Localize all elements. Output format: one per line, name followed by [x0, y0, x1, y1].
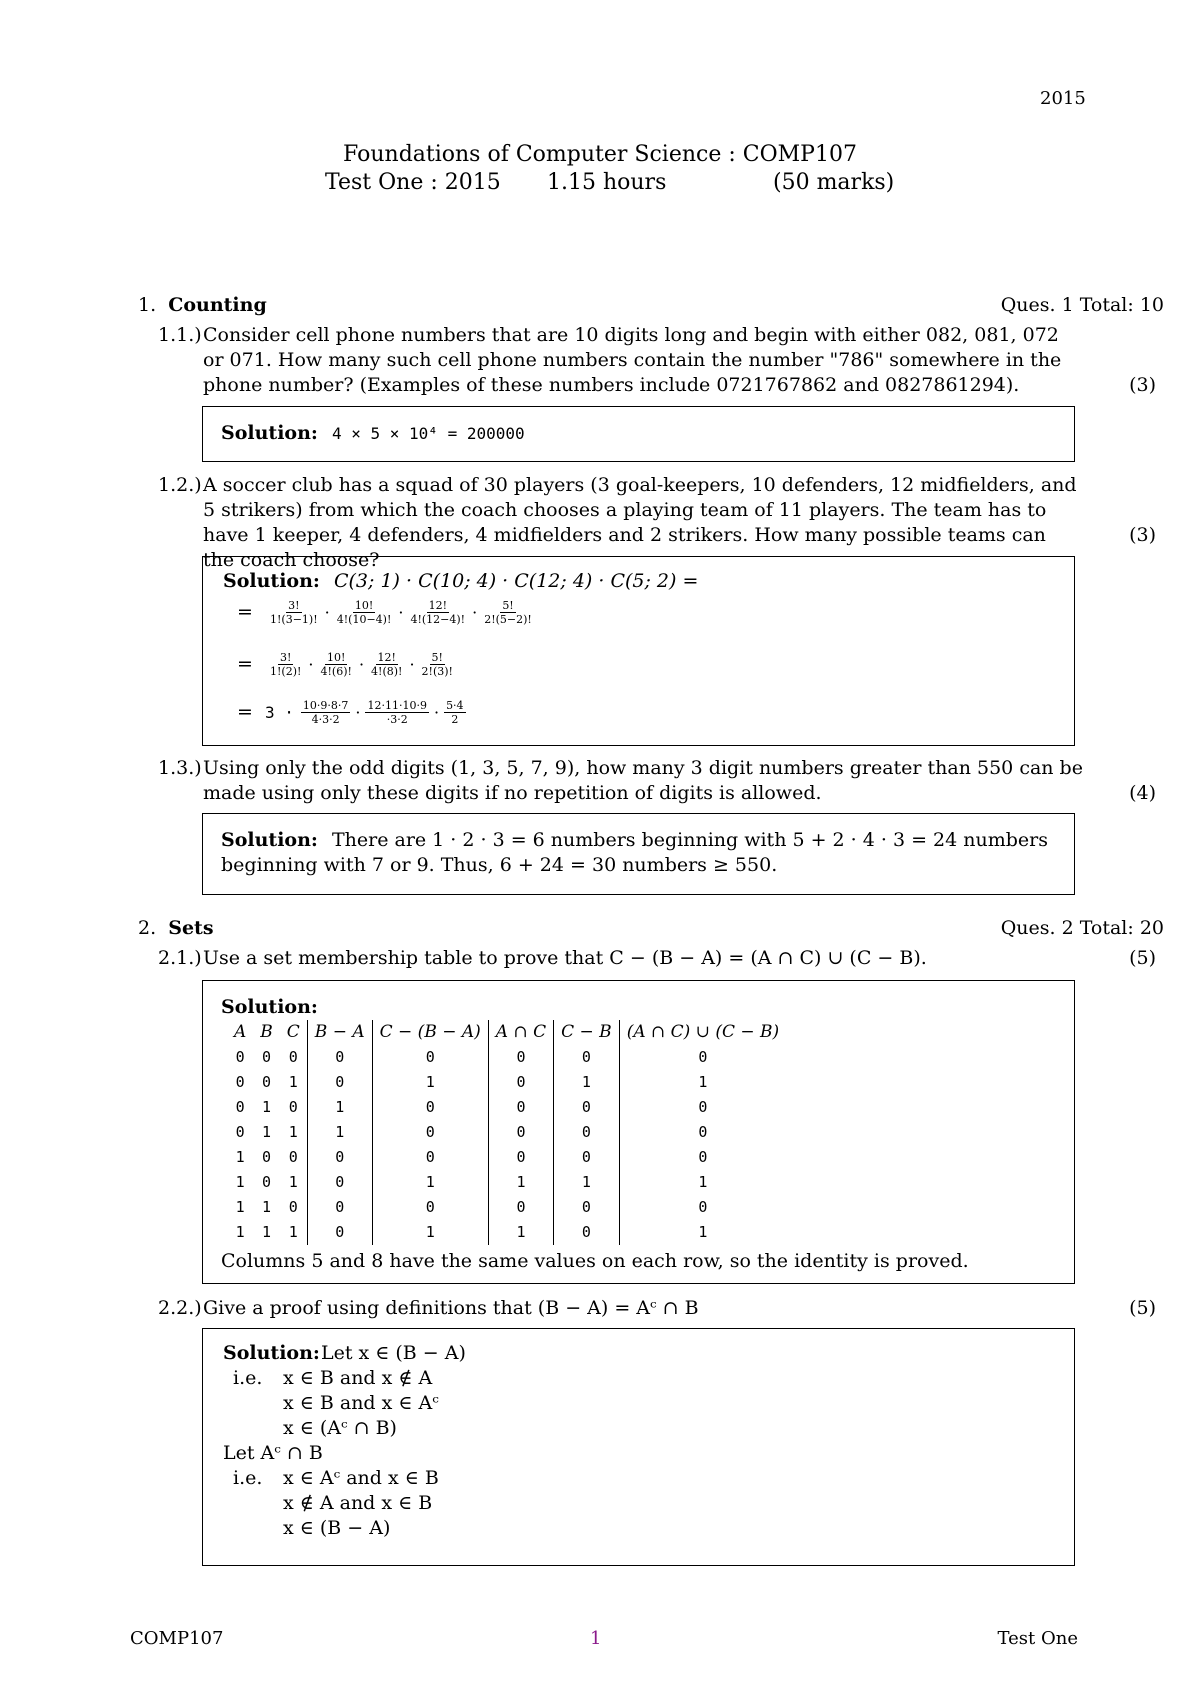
- table-cell: 1: [288, 1173, 298, 1191]
- page-subtitle: [325, 170, 895, 200]
- table-cell: 1: [554, 1170, 620, 1195]
- table-cell: 0: [307, 1195, 372, 1220]
- table-row: [227, 1120, 786, 1145]
- section-heading-sets: 2. Sets: [138, 917, 214, 939]
- question-text: Consider cell phone numbers that are 10 digits long and begin with either 082, 081, 072 or 071. How many such cell phone numbers contain the number "786" somewhere in the phone number? (Examples of these numbers include 0721767862 and 0827861294).: [203, 324, 1062, 396]
- section-heading-counting: 1. Counting: [138, 294, 267, 316]
- solution-box-1-1: Solution: 4 × 5 × 10⁴ = 200000: [202, 406, 1075, 462]
- table-cell: 1: [235, 1173, 245, 1191]
- table-cell: 0: [288, 1198, 298, 1216]
- table-cell: 0: [372, 1120, 488, 1145]
- table-row: [227, 1220, 786, 1245]
- table-cell: 1: [372, 1220, 488, 1245]
- table-cell: 0: [288, 1048, 298, 1066]
- footer-title: Test One: [997, 1628, 1078, 1649]
- table-cell: 1: [488, 1170, 553, 1195]
- table-row: [227, 1045, 786, 1070]
- total-marks-label: (50 marks): [773, 170, 895, 195]
- table-cell: 1: [262, 1098, 272, 1116]
- table-cell: 0: [619, 1120, 786, 1145]
- table-cell: 0: [619, 1145, 786, 1170]
- section-title: Sets: [168, 917, 214, 939]
- table-header-row: A B C B − A C − (B − A) A ∩ C C − B (A ∩ C) ∪ (C − B): [227, 1020, 786, 1045]
- question-2-2: 2.2.) Give a proof using definitions that (B − A) = Aᶜ ∩ B (5): [158, 1297, 1156, 1319]
- table-cell: 0: [554, 1095, 620, 1120]
- table-cell: 1: [307, 1120, 372, 1145]
- proof-line: x ∉ A and x ∈ B: [283, 1492, 433, 1514]
- table-cell: 0: [235, 1048, 245, 1066]
- table-cell: 1: [372, 1170, 488, 1195]
- math-row-3: = 3 · $\frac{10\cdot 9\cdot 8\cdot 7}{4\cdot 3\cdot 2}$ · $\frac{12\cdot 11\cdot 10\cdot 9}{\cdot 3\cdot 2}$ · $\frac{5\cdot 4}{2}$: [237, 699, 464, 726]
- table-cell: 0: [235, 1098, 245, 1116]
- table-cell: 0: [288, 1148, 298, 1166]
- section-title: Counting: [168, 294, 267, 316]
- question-1-3: 1.3.) Using only the odd digits (1, 3, 5, 7, 9), how many 3 digit numbers greater than 550 can be made using only these digits if no repetition of digits is allowed. (4): [158, 757, 1156, 804]
- table-cell: 1: [554, 1070, 620, 1095]
- table-cell: 0: [262, 1048, 272, 1066]
- table-cell: 1: [235, 1223, 245, 1241]
- question-marks: (3): [1129, 524, 1156, 546]
- question-marks: (4): [1129, 782, 1156, 804]
- proof-line: x ∈ B and x ∉ A: [283, 1367, 433, 1389]
- table-row: [227, 1195, 786, 1220]
- table-row: [227, 1145, 786, 1170]
- solution-box-2-2: Solution: Let x ∈ (B − A) i.e. x ∈ B and x ∉ A x ∈ B and x ∈ Aᶜ x ∈ (Aᶜ ∩ B) Let Aᶜ ∩ B i.e. x ∈ Aᶜ and x ∈ B x ∉ A and x ∈ B x ∈ (B − A): [202, 1328, 1075, 1566]
- table-cell: 1: [488, 1220, 553, 1245]
- membership-table: [227, 1020, 786, 1245]
- solution-head: C(3; 1) · C(10; 4) · C(12; 4) · C(5; 2) =: [333, 570, 699, 592]
- table-cell: 0: [488, 1145, 553, 1170]
- question-1-2: 1.2.) A soccer club has a squad of 30 players (3 goal-keepers, 10 defenders, 12 midfielders, and 5 strikers) from which the coach chooses a playing team of 11 players. The team has to have 1 keeper, 4 defenders, 4 midfielders and 2 strikers. How many possible teams can the coach choose? (3): [158, 474, 1156, 571]
- table-cell: 0: [262, 1173, 272, 1191]
- table-row: [227, 1095, 786, 1120]
- table-cell: 0: [372, 1045, 488, 1070]
- table-cell: 0: [488, 1045, 553, 1070]
- table-cell: 0: [372, 1145, 488, 1170]
- table-cell: 0: [554, 1120, 620, 1145]
- question-text: A soccer club has a squad of 30 players (3 goal-keepers, 10 defenders, 12 midfielders, and 5 strikers) from which the coach chooses a playing team of 11 players. The team has to have 1 keeper, 4 defenders, 4 midfielders and 2 strikers. How many possible teams can the coach choose?: [203, 474, 1077, 571]
- solution-box-1-3: Solution: There are 1 · 2 · 3 = 6 numbers beginning with 5 + 2 · 4 · 3 = 24 numbers beginning with 7 or 9. Thus, 6 + 24 = 30 numbers ≥ 550.: [202, 813, 1075, 895]
- proof-line: i.e.: [233, 1467, 263, 1489]
- table-cell: 0: [307, 1145, 372, 1170]
- solution-box-1-2: Solution: C(3; 1) · C(10; 4) · C(12; 4) · C(5; 2) = = $\frac{3!}{1!(3-1)!}$ · $\frac{10!}{4!(10-4)!}$ · $\frac{12!}{4!(12-4)!}$ · $\frac{5!}{2!(5-2)!}$ = $\frac{3!}{1!(2)!}$ · $\frac{10!}{4!(6)!}$ · $\frac{12!}{4!(8)!}$ · $\frac{5!}{2!(3)!}$ = 3 · $\frac{10\cdot 9\cdot 8\cdot 7}{4\cdot 3\cdot 2}$ · $\frac{12\cdot 11\cdot 10\cdot 9}{\cdot 3\cdot 2}$ · $\frac{5\cdot 4}{2}$: [202, 556, 1075, 746]
- table-cell: 0: [488, 1195, 553, 1220]
- solution-text: There are 1 · 2 · 3 = 6 numbers beginning with 5 + 2 · 4 · 3 = 24 numbers beginning with 7 or 9. Thus, 6 + 24 = 30 numbers ≥ 550.: [221, 829, 1049, 876]
- table-cell: 1: [262, 1198, 272, 1216]
- question-marks: (5): [1129, 947, 1156, 969]
- test-label: Test One : 2015: [325, 170, 501, 195]
- page-number: 1: [590, 1628, 602, 1649]
- table-cell: 0: [288, 1098, 298, 1116]
- question-marks: (5): [1129, 1297, 1156, 1319]
- table-cell: 0: [307, 1220, 372, 1245]
- table-cell: 0: [262, 1148, 272, 1166]
- table-cell: 0: [372, 1195, 488, 1220]
- table-cell: 1: [288, 1223, 298, 1241]
- proof-line: x ∈ (B − A): [283, 1517, 391, 1539]
- table-row: [227, 1170, 786, 1195]
- table-cell: 0: [554, 1220, 620, 1245]
- table-cell: 1: [262, 1223, 272, 1241]
- question-text: Use a set membership table to prove that C − (B − A) = (A ∩ C) ∪ (C − B).: [203, 947, 927, 969]
- question-marks: (3): [1129, 374, 1156, 396]
- table-cell: 0: [554, 1145, 620, 1170]
- table-cell: 1: [288, 1123, 298, 1141]
- duration-label: 1.15 hours: [547, 170, 667, 195]
- table-cell: 0: [619, 1195, 786, 1220]
- table-cell: 1: [235, 1148, 245, 1166]
- table-cell: 0: [488, 1095, 553, 1120]
- table-cell: 0: [488, 1120, 553, 1145]
- table-cell: 1: [235, 1198, 245, 1216]
- question-text: Using only the odd digits (1, 3, 5, 7, 9), how many 3 digit numbers greater than 550 can be made using only these digits if no repetition of digits is allowed.: [203, 757, 1083, 804]
- table-cell: 1: [619, 1070, 786, 1095]
- proof-line: x ∈ B and x ∈ Aᶜ: [283, 1392, 439, 1414]
- table-cell: 1: [619, 1220, 786, 1245]
- table-cell: 0: [619, 1045, 786, 1070]
- table-cell: 1: [619, 1170, 786, 1195]
- solution-text: 4 × 5 × 10⁴ = 200000: [331, 424, 525, 443]
- proof-line: i.e.: [233, 1367, 263, 1389]
- question-2-1: 2.1.) Use a set membership table to prove that C − (B − A) = (A ∩ C) ∪ (C − B). (5): [158, 947, 1156, 969]
- table-cell: 0: [619, 1095, 786, 1120]
- page-title: Foundations of Computer Science : COMP107: [343, 142, 857, 167]
- table-cell: 0: [307, 1170, 372, 1195]
- math-row-2: = $\frac{3!}{1!(2)!}$ · $\frac{10!}{4!(6)!}$ · $\frac{12!}{4!(8)!}$ · $\frac{5!}{2!(3)!}$: [237, 651, 453, 678]
- table-cell: 1: [307, 1095, 372, 1120]
- table-cell: 1: [372, 1070, 488, 1095]
- table-cell: 0: [554, 1195, 620, 1220]
- table-cell: 1: [262, 1123, 272, 1141]
- proof-line: x ∈ (Aᶜ ∩ B): [283, 1417, 397, 1439]
- math-row-1: = $\frac{3!}{1!(3-1)!}$ · $\frac{10!}{4!(10-4)!}$ · $\frac{12!}{4!(12-4)!}$ · $\frac{5!}{2!(5-2)!}$: [237, 599, 532, 626]
- proof-line: Let Aᶜ ∩ B: [223, 1442, 323, 1464]
- table-conclusion: Columns 5 and 8 have the same values on each row, so the identity is proved.: [221, 1250, 969, 1272]
- footer-course: COMP107: [130, 1628, 224, 1649]
- question-1-1: 1.1.) Consider cell phone numbers that are 10 digits long and begin with either 082, 081, 072 or 071. How many such cell phone numbers contain the number "786" somewhere in the phone number? (Examples of these numbers include 0721767862 and 0827861294). (3): [158, 324, 1156, 396]
- table-row: [227, 1070, 786, 1095]
- table-cell: 0: [307, 1045, 372, 1070]
- section-total: Ques. 1 Total: 10: [1000, 294, 1164, 316]
- table-cell: 1: [288, 1073, 298, 1091]
- table-cell: 0: [554, 1045, 620, 1070]
- proof-line: x ∈ Aᶜ and x ∈ B: [283, 1467, 439, 1489]
- table-cell: 0: [307, 1070, 372, 1095]
- proof-line: Let x ∈ (B − A): [321, 1342, 466, 1364]
- question-text: Give a proof using definitions that (B − A) = Aᶜ ∩ B: [203, 1297, 699, 1319]
- table-cell: 0: [372, 1095, 488, 1120]
- table-cell: 0: [235, 1073, 245, 1091]
- solution-box-2-1: Solution: A B C B − A C − (B − A) A ∩ C C − B (A ∩ C) ∪ (C − B) 0 0 0 0 0 0 0 0 0 0 1 0 1 0 1 1 0 1 0 1 0 0 0 0 0 1 1 1 0 0 0 0 1 0 0 0 0 0 0 0 1 0 1 0 1 1 1 1 1 1 0 0 0 0 0 0 1 1 1 0 1 1 0 1 Columns 5 and 8 have the same values on each row, so the identity is proved.: [202, 980, 1075, 1284]
- section-total: Ques. 2 Total: 20: [1000, 917, 1164, 939]
- header-year: 2015: [1040, 88, 1086, 109]
- table-cell: 0: [235, 1123, 245, 1141]
- table-cell: 0: [488, 1070, 553, 1095]
- table-cell: 0: [262, 1073, 272, 1091]
